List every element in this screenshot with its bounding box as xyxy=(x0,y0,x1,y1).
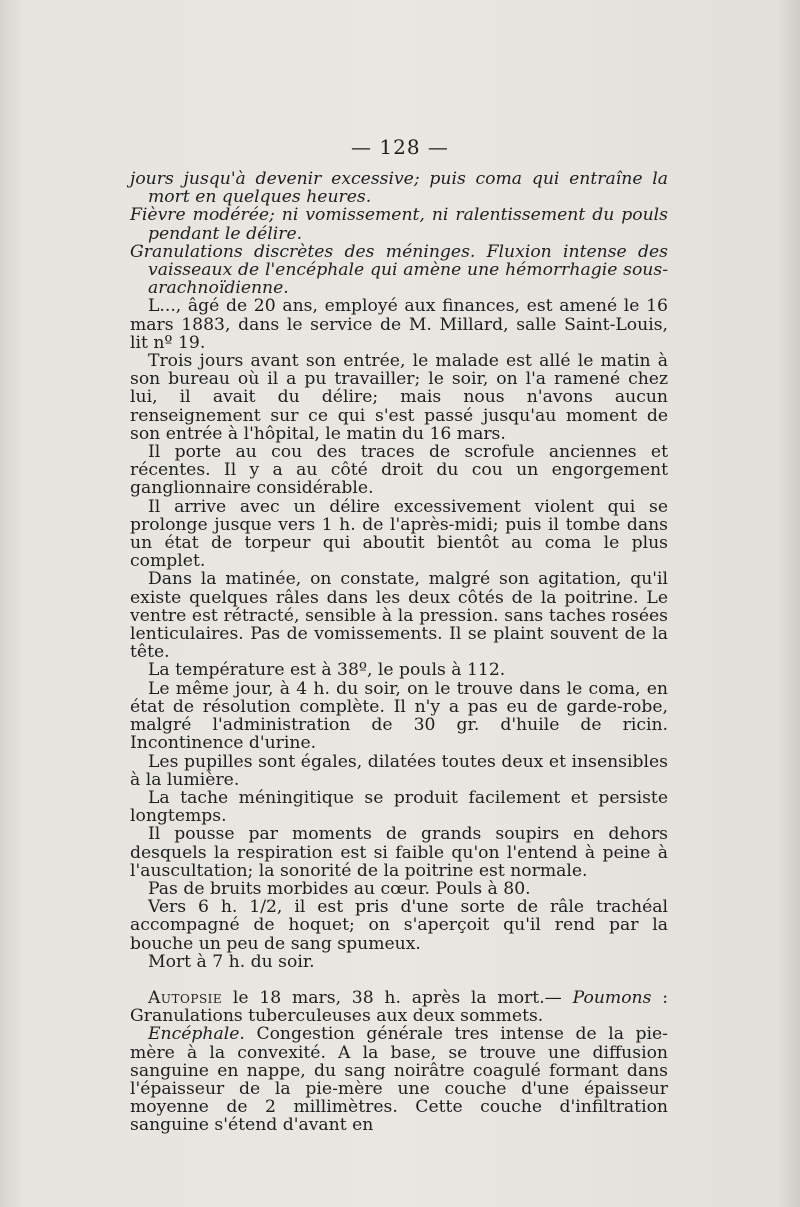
section-gap xyxy=(130,971,668,989)
paragraph: L..., âgé de 20 ans, employé aux finances, est amené le 16 mars 1883, dans le service de M. Millard, salle Saint-Louis, lit nº 19. xyxy=(130,296,668,353)
poumons-text: : Granulations tuberculeuses aux deux sommets. xyxy=(130,987,668,1027)
paragraph: Pas de bruits morbides au cœur. Pouls à 80. xyxy=(148,878,531,899)
encephale-text: . Congestion générale tres intense de la pie-mère à la convexité. A la base, se trouve une diffusion sanguine en nappe, du sang noirâtre coagulé formant dans l'épaisseur de la pie-mère une couche d'une épaisseur moyenne de 2 millimètres. Cette couche d'infiltration sanguine s'étend d'avant en xyxy=(130,1024,668,1136)
encephale-label: Encéphale xyxy=(148,1024,240,1045)
page-number: — 128 — xyxy=(351,135,449,159)
paragraph: Mort à 7 h. du soir. xyxy=(148,951,315,972)
paragraph: Trois jours avant son entrée, le malade est allé le matin à son bureau où il a pu travailler; le soir, on l'a ramené chez lui, il avait du délire; mais nous n'avons aucun renseignement sur ce qui s'est passé jusqu'au moment de son entrée à l'hôpital, le matin du 16 mars. xyxy=(130,351,668,444)
paragraph: Vers 6 h. 1/2, il est pris d'une sorte de râle trachéal accompagné de hoquet; on s'aperçoit qu'il rend par la bouche un peu de sang spumeux. xyxy=(130,897,668,954)
autopsy-paragraph xyxy=(130,989,668,1025)
paragraph: Le même jour, à 4 h. du soir, on le trouve dans le coma, en état de résolution complète. Il n'y a pas eu de garde-robe, malgré l'administration de 30 gr. d'huile de ricin. Incontinence d'urine. xyxy=(130,678,668,754)
summary-line: Granulations discrètes des méninges. Fluxion intense des vaisseaux de l'encéphale qui amène une hémorrhagie sous-arachnoïdienne. xyxy=(130,241,668,299)
encephale-paragraph xyxy=(130,1025,668,1134)
autopsy-text: le 18 mars, 38 h. après la mort.— xyxy=(222,987,573,1008)
paragraph: Il porte au cou des traces de scrofule anciennes et récentes. Il y a au côté droit du cou un engorgement ganglionnaire considérable. xyxy=(130,442,668,499)
paragraph: Les pupilles sont égales, dilatées toutes deux et insensibles à la lumière. xyxy=(130,751,668,790)
poumons-label: Poumons xyxy=(572,987,652,1008)
paragraph: La température est à 38º, le pouls à 112. xyxy=(148,660,506,681)
paragraph: La tache méningitique se produit facilement et persiste longtemps. xyxy=(130,787,668,827)
paragraph: Dans la matinée, on constate, malgré son agitation, qu'il existe quelques râles dans les deux côtés de la poitrine. Le ventre est rétracté, sensible à la pression. sans taches rosées lenticulaires. Pas de vomissements. Il se plaint souvent de la tête. xyxy=(130,569,668,663)
autopsy-heading: Autopsie xyxy=(148,987,223,1008)
paragraph: Il pousse par moments de grands soupirs en dehors desquels la respiration est si faible qu'on l'entend à peine à l'auscultation; la sonorité de la poitrine est normale. xyxy=(130,824,668,881)
paragraph: Il arrive avec un délire excessivement violent qui se prolonge jusque vers 1 h. de l'après-midi; puis il tombe dans un état de torpeur qui aboutit bientôt au coma le plus complet. xyxy=(130,496,668,572)
summary-line: Fièvre modérée; ni vomissement, ni ralentissement du pouls pendant le délire. xyxy=(130,205,668,244)
text-block xyxy=(130,170,668,1135)
summary-line: jours jusqu'à devenir excessive; puis coma qui entraîne la mort en quelques heures. xyxy=(130,169,668,208)
